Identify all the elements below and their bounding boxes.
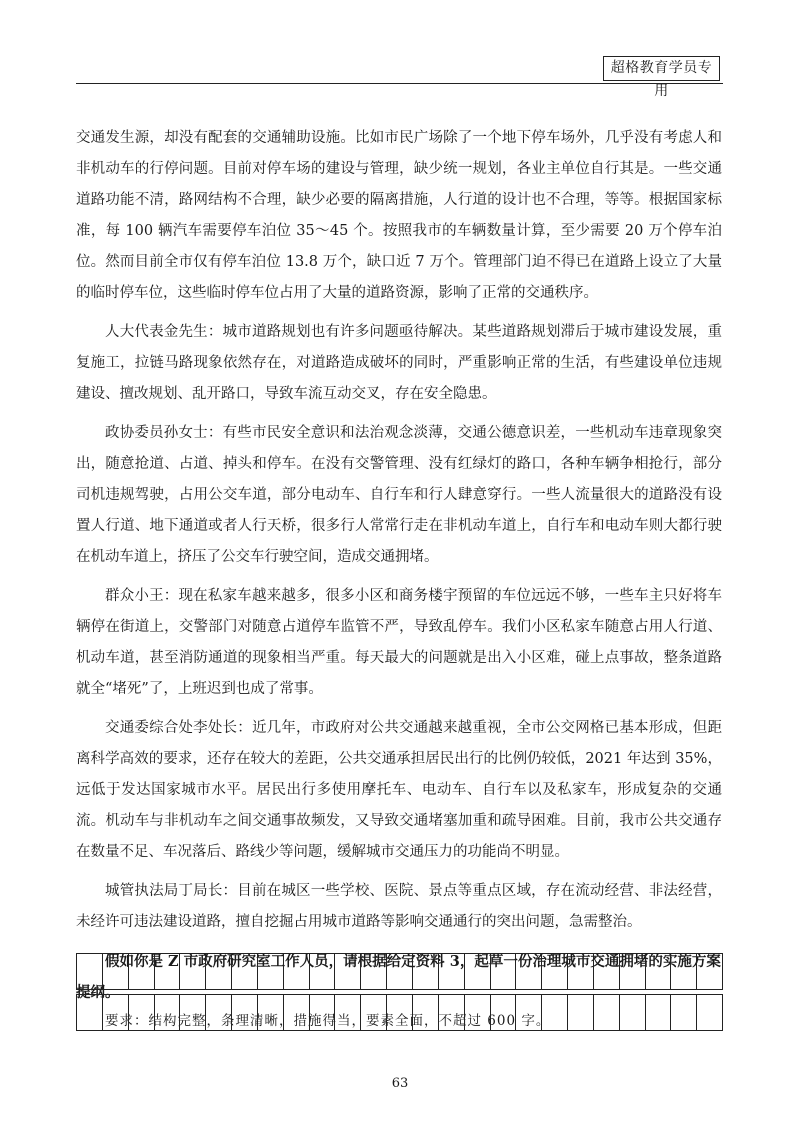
answer-grid-cell[interactable] <box>697 954 723 989</box>
answer-grid-cell[interactable] <box>439 954 465 989</box>
header-rule <box>76 83 723 84</box>
answer-grid-cell[interactable] <box>258 995 284 1030</box>
answer-grid-cell[interactable] <box>697 995 723 1030</box>
answer-grid-cell[interactable] <box>387 954 413 989</box>
answer-grid-cell[interactable] <box>491 995 517 1030</box>
answer-grid-cell[interactable] <box>465 954 491 989</box>
document-body <box>76 123 722 1035</box>
answer-grid-cell[interactable] <box>646 995 672 1030</box>
paragraph-member-sun: 政协委员孙女士：有些市民安全意识和法治观念淡薄，交通公德意识差，一些机动车违章现象突出，随意抢道、占道、掉头和停车。在没有交警管理、没有红绿灯的路口，各种车辆争相抢行，部分司机违规驾驶，占用公交车道，部分电动车、自行车和行人肆意穿行。一些人流量很大的道路没有设置人行道、地下通道或者人行天桥，很多行人常常行走在非机动车道上，自行车和电动车则大都行驶在机动车道上，挤压了公交车行驶空间，造成交通拥堵。 <box>76 425 722 565</box>
answer-grid-cell[interactable] <box>77 995 103 1030</box>
answer-grid-cell[interactable] <box>310 995 336 1030</box>
answer-grid-cell[interactable] <box>361 995 387 1030</box>
answer-grid-cell[interactable] <box>465 995 491 1030</box>
answer-grid-cell[interactable] <box>542 954 568 989</box>
answer-grid-cell[interactable] <box>129 954 155 989</box>
answer-grid-cell[interactable] <box>671 954 697 989</box>
answer-grid-cell[interactable] <box>155 954 181 989</box>
answer-grid-cell[interactable] <box>671 995 697 1030</box>
page-number: 63 <box>391 1076 409 1091</box>
answer-grid-cell[interactable] <box>335 995 361 1030</box>
answer-grid-cell[interactable] <box>542 995 568 1030</box>
answer-grid-cell[interactable] <box>180 954 206 989</box>
answer-grid-cell[interactable] <box>232 954 258 989</box>
paragraph-director-ding: 城管执法局丁局长：目前在城区一些学校、医院、景点等重点区域，存在流动经营、非法经营，未经许可违法建设道路，擅自挖掘占用城市道路等影响交通通行的突出问题，急需整治。 <box>76 883 722 930</box>
answer-grid-cell[interactable] <box>413 954 439 989</box>
answer-grid-cell[interactable] <box>335 954 361 989</box>
answer-grid-cell[interactable] <box>180 995 206 1030</box>
answer-grid-cell[interactable] <box>206 954 232 989</box>
answer-grid-cell[interactable] <box>103 954 129 989</box>
answer-grid-cell[interactable] <box>310 954 336 989</box>
task-prompt: 假如你是 Z 市政府研究室工作人员，请根据给定资料 3，起草一份治理城市交通拥堵的实施方案提纲。 <box>76 953 721 1001</box>
answer-grid-cell[interactable] <box>129 995 155 1030</box>
answer-grid-row[interactable] <box>76 994 723 1031</box>
answer-grid-cell[interactable] <box>77 954 103 989</box>
answer-grid-cell[interactable] <box>206 995 232 1030</box>
answer-grid-cell[interactable] <box>516 995 542 1030</box>
answer-grid-cell[interactable] <box>516 954 542 989</box>
answer-grid-cell[interactable] <box>439 995 465 1030</box>
answer-grid-cell[interactable] <box>155 995 181 1030</box>
answer-grid-cell[interactable] <box>620 995 646 1030</box>
answer-grid-cell[interactable] <box>568 995 594 1030</box>
paragraph-director-li: 交通委综合处李处长：近几年，市政府对公共交通越来越重视，全市公交网格已基本形成，但距离科学高效的要求，还存在较大的差距，公共交通承担居民出行的比例仍较低，2021 年达到 35%，远低于发达国家城市水平。居民出行多使用摩托车、电动车、自行车以及私家车，形成复杂的交通流。机动车与非机动车之间交通事故频发，又导致交通堵塞加重和疏导困难。目前，我市公共交通存在数量不足、车况落后、路线少等问题，缓解城市交通压力的功能尚不明显。 <box>76 720 722 860</box>
answer-grid-cell[interactable] <box>232 995 258 1030</box>
answer-grid-cell[interactable] <box>258 954 284 989</box>
answer-grid-cell[interactable] <box>361 954 387 989</box>
task-requirement: 要求：结构完整，条理清晰，措施得当，要素全面，不超过 600 字。 <box>105 1013 551 1029</box>
paragraph-citizen-wang: 群众小王：现在私家车越来越多，很多小区和商务楼宇预留的车位远远不够，一些车主只好将车辆停在街道上，交警部门对随意占道停车监管不严，导致乱停车。我们小区私家车随意占用人行道、机动车道，甚至消防通道的现象相当严重。每天最大的问题就是出入小区难，碰上点事故，整条道路就全“堵死”了，上班迟到也成了常事。 <box>76 588 722 697</box>
header-tag: 超格教育学员专用 <box>603 56 720 81</box>
answer-grid-cell[interactable] <box>413 995 439 1030</box>
answer-grid-cell[interactable] <box>387 995 413 1030</box>
answer-grid-cell[interactable] <box>594 995 620 1030</box>
answer-grid-cell[interactable] <box>284 954 310 989</box>
answer-grid-cell[interactable] <box>646 954 672 989</box>
answer-grid-cell[interactable] <box>594 954 620 989</box>
paragraph-continuation: 交通发生源，却没有配套的交通辅助设施。比如市民广场除了一个地下停车场外，几乎没有考虑人和非机动车的行停问题。目前对停车场的建设与管理，缺少统一规划，各业主单位自行其是。一些交通道路功能不清，路网结构不合理，缺少必要的隔离措施，人行道的设计也不合理，等等。根据国家标准，每 100 辆汽车需要停车泊位 35～45 个。按照我市的车辆数量计算，至少需要 20 万个停车泊位。然而目前全市仅有停车泊位 13.8 万个，缺口近 7 万个。管理部门迫不得已在道路上设立了大量的临时停车位，这些临时停车位占用了大量的道路资源，影响了正常的交通秩序。 <box>76 130 722 301</box>
answer-grid-row[interactable] <box>76 953 723 990</box>
answer-grid-cell[interactable] <box>103 995 129 1030</box>
answer-grid-cell[interactable] <box>491 954 517 989</box>
answer-grid-cell[interactable] <box>568 954 594 989</box>
answer-grid-cell[interactable] <box>284 995 310 1030</box>
answer-grid-cell[interactable] <box>620 954 646 989</box>
paragraph-deputy-jin: 人大代表金先生：城市道路规划也有许多问题亟待解决。某些道路规划滞后于城市建设发展，重复施工，拉链马路现象依然存在，对道路造成破坏的同时，严重影响正常的生活，有些建设单位违规建设、擅改规划、乱开路口，导致车流互动交叉，存在安全隐患。 <box>76 324 722 402</box>
